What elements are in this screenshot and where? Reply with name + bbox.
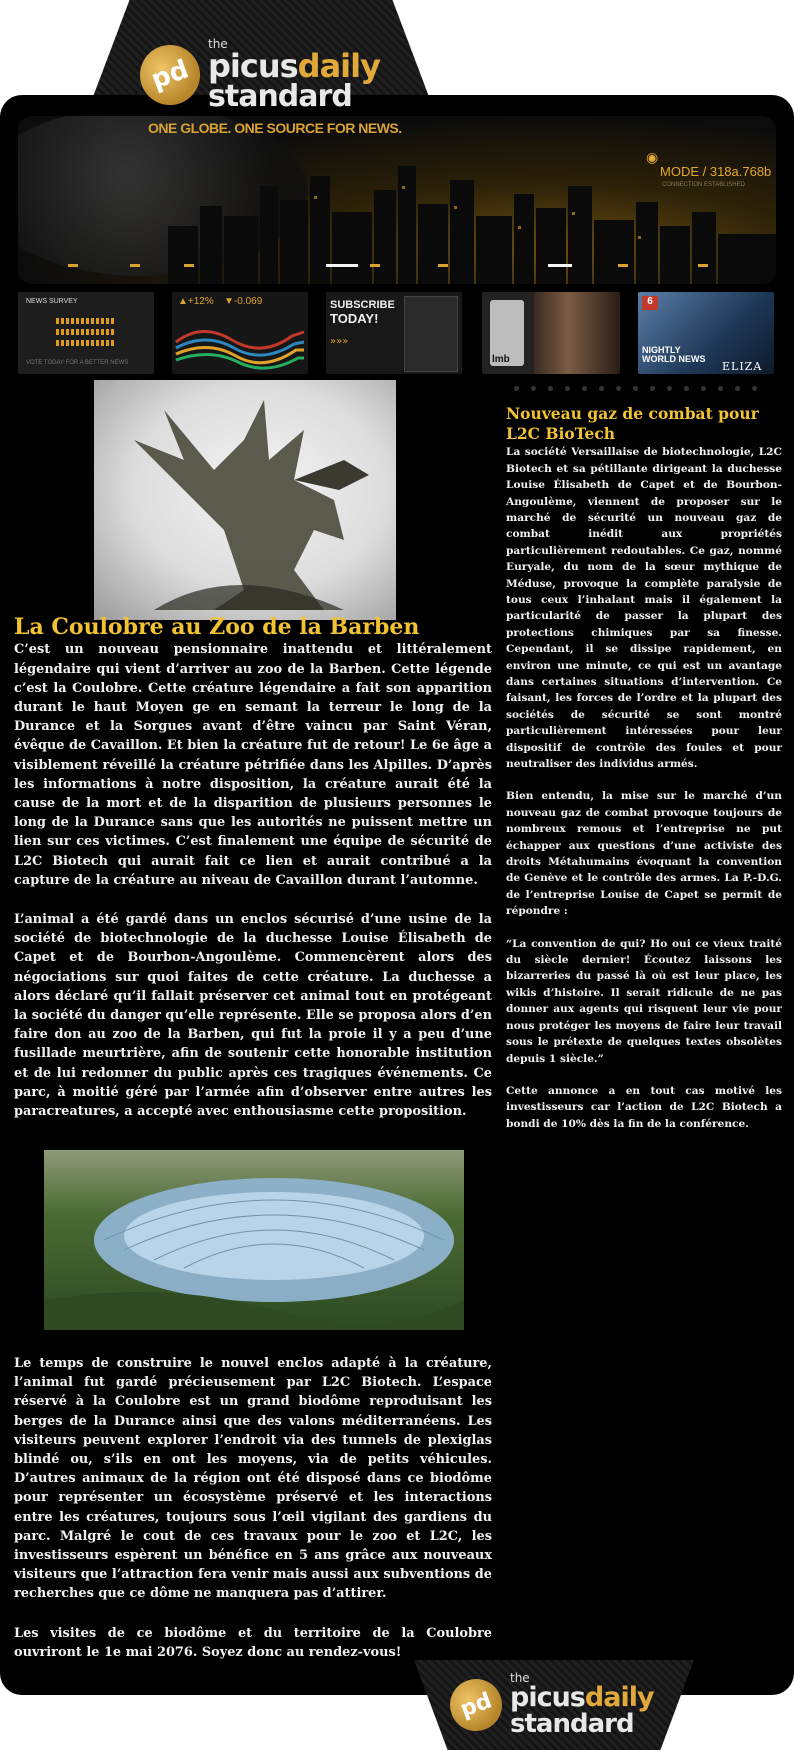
- nightly-world-news-label: [642, 346, 706, 365]
- carousel-dot[interactable]: [735, 386, 740, 391]
- arrow-down-icon: ▼: [224, 296, 234, 307]
- carousel-dot[interactable]: [616, 386, 621, 391]
- side-paragraph-4: Cette annonce a en tout cas motivé les investisseurs car l’action de L2C Biotech a bondi de 10% dès la fin de la conférence.: [506, 1084, 782, 1130]
- logo-wordmark: [208, 38, 380, 112]
- main-article: [14, 614, 492, 1121]
- mode-subtext: CONNECTION ESTABLISHED: [662, 182, 745, 188]
- carousel-dot[interactable]: [582, 386, 587, 391]
- side-paragraph-3: “La convention de qui? Ho oui ce vieux traité du siècle dernier! Écoutez laissons les bizarreries du passé là où est leur place, les wikis d’histoire. Il serait ridicule de ne pas donner aux agents qui risquent leur vie pour nous protéger les moyens de faire leur travail sous le prétexte de quelques textes obsolètes depuis 1 siècle.”: [506, 937, 782, 1065]
- logo-badge-icon: pd: [132, 37, 209, 114]
- biodome-image: [44, 1150, 464, 1330]
- masthead-logo[interactable]: [140, 38, 380, 112]
- market-stats-thumb[interactable]: [172, 292, 308, 374]
- city-banner: [18, 116, 776, 284]
- logo-badge-icon: pd: [443, 1671, 510, 1738]
- main-paragraph-1: C’est un nouveau pensionnaire inattendu et littéralement légendaire qui vient d’arriver au zoo de la Barben. Cette légende c’est la Coulobre. Cette créature légendaire a fait son apparition durant le haut Moyen ge en semant la terreur le long de la Durance et la Sorgues avant d’être vaincu par Saint Véran, évêque de Cavaillon. Et bien la créature fut de retour! Le 6e âge a visiblement réveillé la créature pétrifiée dans les Alpilles. D’après les informations à notre disposition, la créature aurait été la cause de la mort et de la disparition de plusieurs personnes le long de la Durance sans que les autorités ne puissent mettre un lien sur ces victimes. C’est finalement une équipe de sécurité de L2C Biotech qui aurait fait ce lien et aurait contribué a la capture de la créature au niveau de Cavaillon durant l’automne.: [14, 642, 492, 888]
- carousel-dot[interactable]: [633, 386, 638, 391]
- survey-bar: [56, 329, 116, 335]
- dragon-image: [94, 380, 396, 620]
- lmb-ad-thumb[interactable]: [482, 292, 620, 374]
- logo-the: the: [510, 1671, 530, 1685]
- carousel-dot[interactable]: [701, 386, 706, 391]
- tagline: ONE GLOBE. ONE SOURCE FOR NEWS.: [148, 120, 402, 136]
- survey-title: NEWS SURVEY: [26, 298, 78, 305]
- subscribe-line-1: SUBSCRIBE: [330, 299, 395, 311]
- carousel-dot[interactable]: [667, 386, 672, 391]
- footer-logo[interactable]: [450, 1672, 654, 1737]
- side-paragraph-1: La société Versaillaise de biotechnologie, L2C Biotech et sa pétillante dirigeant la duchesse Louise Élisabeth de Capet et de Bourbon-Angoulème, viennent de proposer sur le marché de sécurité un nouveau gaz de combat inédit aux propriétés particulièrement redoutables. Ce gaz, nommé Euryale, du nom de la sœur mythique de Méduse, provoque la complète paralysie de tous ceux l’inhalant mais il également la particularité de passer la plupart des protections chimiques par sa finesse. Cependant, il se dissipe rapidement, en environ une minute, ce qui est un avantage dans certaines situations d’intervention. Ce faisant, les forces de l’ordre et la plupart des sociétés de sécurité se sont montré particulièrement intéressées pour leur dispositif de contrôle des foules et pour neutraliser des individus armés.: [506, 446, 782, 770]
- biodome-illustration: [44, 1150, 464, 1330]
- logo-standard: standard: [208, 79, 352, 114]
- arrow-up-icon: ▲: [178, 296, 188, 307]
- light-dash: [618, 264, 628, 267]
- main-paragraph-4: Les visites de ce biodôme et du territoire de la Coulobre ouvriront le 1e mai 2076. Soyez donc au rendez-vous!: [14, 1625, 492, 1660]
- carousel-dot[interactable]: [599, 386, 604, 391]
- carousel-dot[interactable]: [684, 386, 689, 391]
- main-paragraph-3: Le temps de construire le nouvel enclos adapté à la créature, l’animal fut gardé précieusement par L2C Biotech. L’espace réservé à la Coulobre est un grand biodôme reproduisant les berges de la Durance ainsi que des valons méditerranéens. Les visiteurs peuvent explorer l’endroit via des tunnels de plexiglas blindé ou, s’ils en ont les moyens, via de petits véhicules. D’autres animaux de la région ont été disposé dans ce biodôme pour représenter un écosystème préservé et les interactions entre les créatures, toujours sous l’œil vigilant des gardiens du parc. Malgré le cout de ces travaux pour le zoo et L2C, les investisseurs espèrent un bénéfice en 5 ans grâce aux nouveaux visiteurs que l’attraction fera venir mais aussi aux subventions de recherches que ce dôme ne manquera pas d’attirer.: [14, 1356, 492, 1602]
- light-dash: [130, 264, 140, 267]
- light-dash: [370, 264, 380, 267]
- news-survey-thumb[interactable]: [18, 292, 154, 374]
- nightly-line-1: NIGHTLY: [642, 345, 681, 355]
- carousel-dot[interactable]: [752, 386, 757, 391]
- logo-daily: daily: [584, 1682, 654, 1713]
- light-dash: [548, 264, 572, 267]
- logo-daily: daily: [297, 47, 380, 85]
- main-article-continued: [14, 1354, 492, 1662]
- nightly-news-thumb[interactable]: [638, 292, 774, 374]
- channel-badge: 6: [642, 296, 658, 310]
- logo-wordmark: [510, 1672, 654, 1737]
- side-headline: Nouveau gaz de combat pour L2C BioTech: [506, 404, 759, 444]
- carousel-dot[interactable]: [718, 386, 723, 391]
- subscribe-text: [330, 300, 395, 325]
- eliza-label: ELIZA: [722, 360, 763, 373]
- logo-name: [510, 1684, 654, 1711]
- carousel-dot[interactable]: [514, 386, 519, 391]
- mode-readout: MODE / 318a.768b: [660, 164, 772, 179]
- logo-picus: picus: [510, 1682, 585, 1713]
- carousel-dots: [514, 386, 774, 394]
- banner-lights: [18, 264, 776, 274]
- survey-bar: [56, 340, 116, 346]
- light-dash: [326, 264, 358, 267]
- wifi-icon: ◉: [646, 150, 659, 166]
- stat-up-value: +12%: [187, 296, 214, 307]
- light-dash: [184, 264, 194, 267]
- stats-waves-graphic: [172, 292, 308, 374]
- newspaper-icon: [404, 296, 458, 372]
- carousel-dot[interactable]: [531, 386, 536, 391]
- nightly-line-2: WORLD NEWS: [642, 354, 706, 365]
- side-article: [506, 404, 782, 1132]
- carousel-dot[interactable]: [548, 386, 553, 391]
- light-dash: [698, 264, 708, 267]
- lmb-label: lmb: [492, 354, 510, 365]
- cyber-arms-image: [534, 292, 620, 374]
- survey-bars: [56, 318, 116, 351]
- dragon-illustration: [94, 380, 396, 620]
- main-paragraph-2: L’animal a été gardé dans un enclos sécurisé d’une usine de la société de biotechnologie de la duchesse Louise Élisabeth de Capet et de Bourbon-Angoulème. Commencèrent alors des négociations sur quoi faites de cette créature. La duchesse a alors déclaré qu’il fallait préserver cet animal tout en protégeant la société du danger qu’elle représente. Elle se proposa alors d’en faire don au zoo de la Barben, qui fut la proie il y a peu d’une fusillade meurtrière, afin de soutenir cette honorable institution et de lui redonner du public après ces tragiques événements. Ce parc, à moitié géré par l’armée afin d’observer entre autres les paracreatures, a accepté avec enthousiasme cette proposition.: [14, 912, 492, 1120]
- skyline-graphic: [18, 116, 776, 284]
- side-paragraph-2: Bien entendu, la mise sur le marché d’un nouveau gaz de combat provoque toujours de nombreux remous et l’entreprise ne put échapper aux questions d’une activiste des droits Métahumains évoquant la convention de Genève et le contrôle des armes. La P.-D.G. de l’entreprise Louise de Capet se permit de répondre :: [506, 790, 782, 918]
- subscribe-line-2: TODAY!: [330, 310, 379, 326]
- logo-the: the: [208, 37, 228, 51]
- survey-bar: [56, 318, 116, 324]
- carousel-dot[interactable]: [565, 386, 570, 391]
- carousel-dot[interactable]: [650, 386, 655, 391]
- survey-footer: VOTE TODAY FOR A BETTER NEWS: [26, 360, 129, 366]
- logo-picus: picus: [208, 47, 298, 85]
- chevrons-icon: »»»: [330, 336, 349, 347]
- main-headline: La Coulobre au Zoo de la Barben: [14, 614, 420, 640]
- light-dash: [438, 264, 448, 267]
- light-dash: [68, 264, 78, 267]
- subscribe-thumb[interactable]: [326, 292, 462, 374]
- stat-down-value: -0.069: [233, 296, 263, 307]
- logo-name: [208, 47, 380, 85]
- logo-standard: standard: [510, 1709, 634, 1739]
